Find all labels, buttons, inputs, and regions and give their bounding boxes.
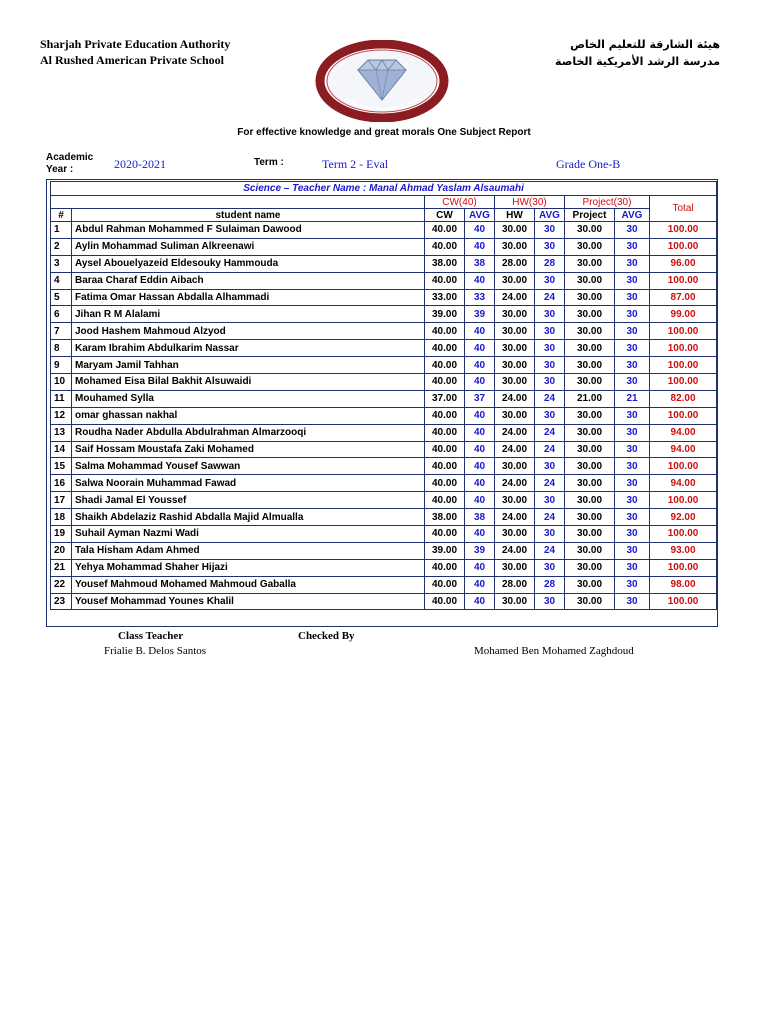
row-number: 6 xyxy=(51,306,72,323)
hw-avg: 30 xyxy=(535,222,565,239)
hw-avg: 24 xyxy=(535,390,565,407)
cw-avg: 33 xyxy=(465,289,495,306)
project-score: 30.00 xyxy=(565,526,615,543)
cw-avg: 38 xyxy=(465,255,495,272)
cw-score: 39.00 xyxy=(425,542,465,559)
cw-avg: 40 xyxy=(465,424,495,441)
cw-score: 40.00 xyxy=(425,458,465,475)
project-score: 30.00 xyxy=(565,222,615,239)
project-avg: 30 xyxy=(615,255,650,272)
row-number: 2 xyxy=(51,238,72,255)
project-avg: 30 xyxy=(615,492,650,509)
student-name: Shaikh Abdelaziz Rashid Abdalla Majid Almualla xyxy=(72,509,425,526)
hw-score: 30.00 xyxy=(495,559,535,576)
row-number: 19 xyxy=(51,526,72,543)
cw-avg: 40 xyxy=(465,222,495,239)
cw-score: 40.00 xyxy=(425,374,465,391)
term-value: Term 2 - Eval xyxy=(322,157,389,171)
student-name: Mohamed Eisa Bilal Bakhit Alsuwaidi xyxy=(72,374,425,391)
cw-avg: 40 xyxy=(465,407,495,424)
student-rows xyxy=(51,222,717,610)
total-score: 98.00 xyxy=(650,576,717,593)
row-number: 17 xyxy=(51,492,72,509)
cw-score: 40.00 xyxy=(425,238,465,255)
total-score: 92.00 xyxy=(650,509,717,526)
checked-by-name: Mohamed Ben Mohamed Zaghdoud xyxy=(474,645,634,657)
hw-score: 24.00 xyxy=(495,424,535,441)
cw-score: 40.00 xyxy=(425,340,465,357)
table-row xyxy=(51,289,717,306)
project-score: 30.00 xyxy=(565,306,615,323)
total-score: 100.00 xyxy=(650,407,717,424)
hw-score: 30.00 xyxy=(495,323,535,340)
table-row xyxy=(51,323,717,340)
cw-avg: 40 xyxy=(465,272,495,289)
student-name: Yehya Mohammad Shaher Hijazi xyxy=(72,559,425,576)
row-number: 5 xyxy=(51,289,72,306)
hw-score: 24.00 xyxy=(495,289,535,306)
cw-group-header: CW(40) xyxy=(425,196,495,209)
total-score: 87.00 xyxy=(650,289,717,306)
row-number: 1 xyxy=(51,222,72,239)
row-number: 8 xyxy=(51,340,72,357)
cw-avg: 38 xyxy=(465,509,495,526)
school-logo xyxy=(306,40,458,122)
hw-avg: 30 xyxy=(535,593,565,610)
project-score: 30.00 xyxy=(565,593,615,610)
hw-score: 30.00 xyxy=(495,458,535,475)
total-score: 100.00 xyxy=(650,593,717,610)
project-avg-header: AVG xyxy=(615,209,650,222)
table-row xyxy=(51,559,717,576)
student-name: Aysel Abouelyazeid Eldesouky Hammouda xyxy=(72,255,425,272)
school-name-ar: مدرسة الرشد الأمريكية الخاصة xyxy=(555,55,720,68)
total-score: 100.00 xyxy=(650,374,717,391)
student-name: Salwa Noorain Muhammad Fawad xyxy=(72,475,425,492)
table-row xyxy=(51,306,717,323)
cw-score: 40.00 xyxy=(425,357,465,374)
cw-score: 39.00 xyxy=(425,306,465,323)
table-row xyxy=(51,475,717,492)
hw-score: 30.00 xyxy=(495,272,535,289)
hw-avg: 30 xyxy=(535,407,565,424)
project-avg: 30 xyxy=(615,222,650,239)
school-header-en xyxy=(40,36,230,68)
hw-score: 30.00 xyxy=(495,357,535,374)
cw-score: 40.00 xyxy=(425,593,465,610)
academic-year-value: 2020-2021 xyxy=(114,157,166,171)
project-avg: 30 xyxy=(615,238,650,255)
hw-avg-header: AVG xyxy=(535,209,565,222)
hw-header: HW xyxy=(495,209,535,222)
table-row xyxy=(51,509,717,526)
total-score: 100.00 xyxy=(650,559,717,576)
project-score: 30.00 xyxy=(565,492,615,509)
cw-header: CW xyxy=(425,209,465,222)
cw-score: 40.00 xyxy=(425,526,465,543)
hw-avg: 30 xyxy=(535,357,565,374)
cw-avg: 39 xyxy=(465,306,495,323)
hw-score: 24.00 xyxy=(495,441,535,458)
cw-score: 40.00 xyxy=(425,323,465,340)
student-name: Shadi Jamal El Youssef xyxy=(72,492,425,509)
project-score: 30.00 xyxy=(565,289,615,306)
hw-score: 24.00 xyxy=(495,475,535,492)
project-avg: 30 xyxy=(615,407,650,424)
project-avg: 30 xyxy=(615,475,650,492)
cw-score: 33.00 xyxy=(425,289,465,306)
hw-score: 30.00 xyxy=(495,374,535,391)
project-score: 30.00 xyxy=(565,323,615,340)
row-number: 22 xyxy=(51,576,72,593)
total-score: 99.00 xyxy=(650,306,717,323)
term-label: Term : xyxy=(254,157,284,168)
project-avg: 30 xyxy=(615,374,650,391)
project-score: 30.00 xyxy=(565,238,615,255)
row-number: 15 xyxy=(51,458,72,475)
academic-year-label: Academic Year : xyxy=(46,152,94,175)
school-name-en: Al Rushed American Private School xyxy=(40,53,224,67)
cw-avg: 40 xyxy=(465,526,495,543)
total-score: 100.00 xyxy=(650,492,717,509)
student-name: Karam Ibrahim Abdulkarim Nassar xyxy=(72,340,425,357)
student-name: omar ghassan nakhal xyxy=(72,407,425,424)
table-row xyxy=(51,593,717,610)
hw-avg: 30 xyxy=(535,374,565,391)
table-row xyxy=(51,526,717,543)
cw-score: 38.00 xyxy=(425,255,465,272)
table-row xyxy=(51,272,717,289)
table-row xyxy=(51,374,717,391)
row-number: 18 xyxy=(51,509,72,526)
hw-avg: 28 xyxy=(535,576,565,593)
project-score: 30.00 xyxy=(565,542,615,559)
cw-avg: 40 xyxy=(465,323,495,340)
hw-avg: 30 xyxy=(535,340,565,357)
table-row xyxy=(51,458,717,475)
total-score: 94.00 xyxy=(650,475,717,492)
table-row xyxy=(51,576,717,593)
cw-avg: 40 xyxy=(465,340,495,357)
project-score: 30.00 xyxy=(565,576,615,593)
total-score: 93.00 xyxy=(650,542,717,559)
checked-by-label: Checked By xyxy=(298,630,355,642)
project-avg: 30 xyxy=(615,576,650,593)
total-score: 96.00 xyxy=(650,255,717,272)
report-motto: For effective knowledge and great morals One Subject Report xyxy=(237,127,531,138)
total-score: 100.00 xyxy=(650,526,717,543)
hw-avg: 24 xyxy=(535,509,565,526)
row-number: 7 xyxy=(51,323,72,340)
project-avg: 30 xyxy=(615,542,650,559)
cw-score: 40.00 xyxy=(425,475,465,492)
project-score: 30.00 xyxy=(565,407,615,424)
project-header: Project xyxy=(565,209,615,222)
hw-avg: 24 xyxy=(535,289,565,306)
hw-score: 28.00 xyxy=(495,255,535,272)
row-number: 12 xyxy=(51,407,72,424)
row-number: 4 xyxy=(51,272,72,289)
project-avg: 30 xyxy=(615,323,650,340)
table-row xyxy=(51,238,717,255)
student-name: Fatima Omar Hassan Abdalla Alhammadi xyxy=(72,289,425,306)
total-score: 100.00 xyxy=(650,272,717,289)
cw-score: 40.00 xyxy=(425,492,465,509)
hw-avg: 24 xyxy=(535,424,565,441)
row-number: 10 xyxy=(51,374,72,391)
project-score: 30.00 xyxy=(565,509,615,526)
student-name: Abdul Rahman Mohammed F Sulaiman Dawood xyxy=(72,222,425,239)
hw-avg: 30 xyxy=(535,458,565,475)
project-avg: 30 xyxy=(615,559,650,576)
name-header: student name xyxy=(72,209,425,222)
student-name: Yousef Mahmoud Mohamed Mahmoud Gaballa xyxy=(72,576,425,593)
project-score: 30.00 xyxy=(565,272,615,289)
column-header-row xyxy=(51,209,717,222)
project-score: 30.00 xyxy=(565,357,615,374)
hw-group-header: HW(30) xyxy=(495,196,565,209)
hw-score: 28.00 xyxy=(495,576,535,593)
table-row xyxy=(51,441,717,458)
class-teacher-name: Frialie B. Delos Santos xyxy=(104,645,207,657)
hw-score: 24.00 xyxy=(495,390,535,407)
project-score: 30.00 xyxy=(565,374,615,391)
cw-avg: 40 xyxy=(465,492,495,509)
cw-score: 40.00 xyxy=(425,559,465,576)
student-name: Tala Hisham Adam Ahmed xyxy=(72,542,425,559)
cw-avg: 37 xyxy=(465,390,495,407)
authority-name-ar: هيئة الشارقة للتعليم الخاص xyxy=(570,38,720,51)
student-name: Mouhamed Sylla xyxy=(72,390,425,407)
student-name: Salma Mohammad Yousef Sawwan xyxy=(72,458,425,475)
project-avg: 30 xyxy=(615,458,650,475)
hw-score: 30.00 xyxy=(495,238,535,255)
cw-score: 40.00 xyxy=(425,272,465,289)
cw-avg: 40 xyxy=(465,593,495,610)
num-header: # xyxy=(51,209,72,222)
total-score: 100.00 xyxy=(650,340,717,357)
total-score: 100.00 xyxy=(650,222,717,239)
project-score: 30.00 xyxy=(565,424,615,441)
project-score: 30.00 xyxy=(565,340,615,357)
row-number: 21 xyxy=(51,559,72,576)
project-avg: 30 xyxy=(615,289,650,306)
project-avg: 30 xyxy=(615,340,650,357)
hw-avg: 30 xyxy=(535,238,565,255)
cw-avg: 39 xyxy=(465,542,495,559)
cw-score: 38.00 xyxy=(425,509,465,526)
hw-score: 30.00 xyxy=(495,526,535,543)
project-score: 30.00 xyxy=(565,475,615,492)
total-score: 100.00 xyxy=(650,238,717,255)
group-header-row xyxy=(51,196,717,209)
project-score: 30.00 xyxy=(565,255,615,272)
row-number: 14 xyxy=(51,441,72,458)
row-number: 20 xyxy=(51,542,72,559)
project-score: 30.00 xyxy=(565,458,615,475)
hw-avg: 24 xyxy=(535,441,565,458)
grades-table xyxy=(50,181,717,610)
student-name: Maryam Jamil Tahhan xyxy=(72,357,425,374)
hw-score: 24.00 xyxy=(495,509,535,526)
row-number: 3 xyxy=(51,255,72,272)
total-score: 94.00 xyxy=(650,424,717,441)
project-score: 30.00 xyxy=(565,559,615,576)
cw-avg: 40 xyxy=(465,238,495,255)
cw-score: 37.00 xyxy=(425,390,465,407)
student-name: Suhail Ayman Nazmi Wadi xyxy=(72,526,425,543)
logo-text: Al Rushed American School xyxy=(342,97,422,114)
hw-avg: 30 xyxy=(535,559,565,576)
total-score: 100.00 xyxy=(650,458,717,475)
project-avg: 30 xyxy=(615,441,650,458)
grade-value: Grade One-B xyxy=(556,157,621,171)
project-avg: 30 xyxy=(615,593,650,610)
subject-teacher-caption: Science – Teacher Name : Manal Ahmad Yaslam Alsaumahi xyxy=(51,182,717,196)
table-row xyxy=(51,407,717,424)
hw-score: 30.00 xyxy=(495,492,535,509)
total-score: 100.00 xyxy=(650,357,717,374)
cw-avg: 40 xyxy=(465,374,495,391)
total-score: 94.00 xyxy=(650,441,717,458)
project-avg: 21 xyxy=(615,390,650,407)
student-name: Yousef Mohammad Younes Khalil xyxy=(72,593,425,610)
project-avg: 30 xyxy=(615,424,650,441)
project-avg: 30 xyxy=(615,526,650,543)
cw-avg: 40 xyxy=(465,576,495,593)
cw-score: 40.00 xyxy=(425,407,465,424)
table-row xyxy=(51,222,717,239)
class-teacher-label: Class Teacher xyxy=(118,630,184,642)
hw-score: 30.00 xyxy=(495,222,535,239)
cw-avg: 40 xyxy=(465,357,495,374)
student-name: Roudha Nader Abdulla Abdulrahman Almarzooqi xyxy=(72,424,425,441)
hw-score: 30.00 xyxy=(495,407,535,424)
row-number: 9 xyxy=(51,357,72,374)
school-header-ar xyxy=(555,36,720,70)
table-row xyxy=(51,255,717,272)
student-name: Aylin Mohammad Suliman Alkreenawi xyxy=(72,238,425,255)
hw-score: 30.00 xyxy=(495,340,535,357)
total-score: 100.00 xyxy=(650,323,717,340)
row-number: 11 xyxy=(51,390,72,407)
hw-avg: 24 xyxy=(535,542,565,559)
student-name: Jihan R M Alalami xyxy=(72,306,425,323)
total-score: 82.00 xyxy=(650,390,717,407)
table-caption-row xyxy=(51,182,717,196)
project-group-header: Project(30) xyxy=(565,196,650,209)
cw-avg: 40 xyxy=(465,458,495,475)
hw-score: 24.00 xyxy=(495,542,535,559)
hw-avg: 30 xyxy=(535,492,565,509)
cw-avg-header: AVG xyxy=(465,209,495,222)
hw-avg: 28 xyxy=(535,255,565,272)
total-header: Total xyxy=(650,196,717,222)
project-score: 21.00 xyxy=(565,390,615,407)
table-row xyxy=(51,340,717,357)
authority-name-en: Sharjah Private Education Authority xyxy=(40,37,231,51)
table-row xyxy=(51,357,717,374)
project-score: 30.00 xyxy=(565,441,615,458)
student-name: Saif Hossam Moustafa Zaki Mohamed xyxy=(72,441,425,458)
cw-avg: 40 xyxy=(465,441,495,458)
student-name: Jood Hashem Mahmoud Alzyod xyxy=(72,323,425,340)
hw-avg: 30 xyxy=(535,272,565,289)
hw-avg: 24 xyxy=(535,475,565,492)
cw-avg: 40 xyxy=(465,559,495,576)
cw-score: 40.00 xyxy=(425,424,465,441)
table-row xyxy=(51,424,717,441)
cw-score: 40.00 xyxy=(425,576,465,593)
row-number: 16 xyxy=(51,475,72,492)
hw-avg: 30 xyxy=(535,526,565,543)
cw-score: 40.00 xyxy=(425,441,465,458)
table-row xyxy=(51,492,717,509)
hw-score: 30.00 xyxy=(495,593,535,610)
project-avg: 30 xyxy=(615,357,650,374)
hw-avg: 30 xyxy=(535,306,565,323)
hw-score: 30.00 xyxy=(495,306,535,323)
row-number: 23 xyxy=(51,593,72,610)
blank-group-cell xyxy=(51,196,425,209)
cw-score: 40.00 xyxy=(425,222,465,239)
project-avg: 30 xyxy=(615,306,650,323)
hw-avg: 30 xyxy=(535,323,565,340)
row-number: 13 xyxy=(51,424,72,441)
student-name: Baraa Charaf Eddin Aibach xyxy=(72,272,425,289)
cw-avg: 40 xyxy=(465,475,495,492)
project-avg: 30 xyxy=(615,509,650,526)
table-row xyxy=(51,390,717,407)
table-row xyxy=(51,542,717,559)
project-avg: 30 xyxy=(615,272,650,289)
